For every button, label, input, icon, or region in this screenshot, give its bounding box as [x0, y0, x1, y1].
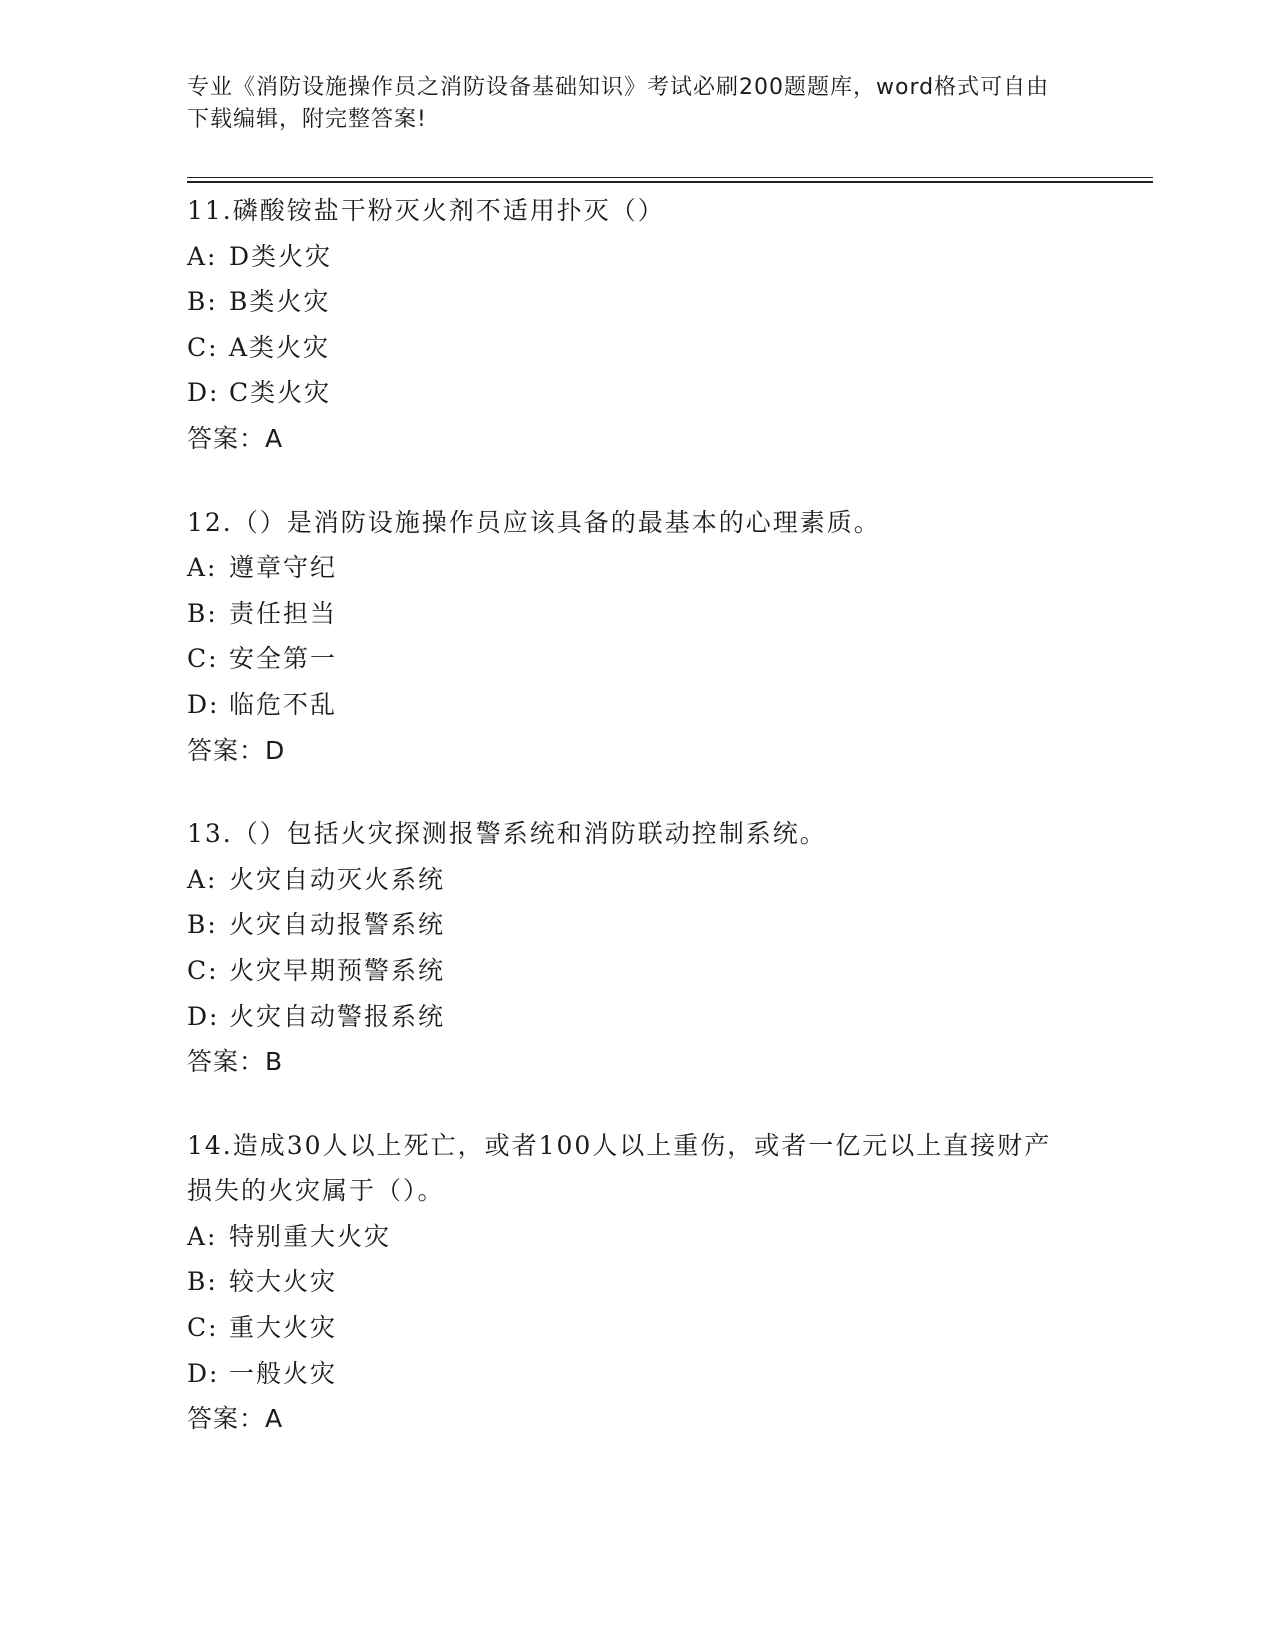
document-title: 专业《消防设施操作员之消防设备基础知识》考试必刷200题题库，word格式可自由下载编辑，附完整答案!: [187, 75, 1050, 132]
answer-line: [187, 1039, 1067, 1085]
header-divider-thin: [187, 177, 1153, 178]
answer-line: [187, 416, 1067, 462]
option-c: [187, 636, 1067, 682]
option-text: 火灾自动报警系统: [229, 910, 446, 940]
option-text: 火灾早期预警系统: [229, 955, 446, 985]
option-b: [187, 279, 1067, 325]
question-11: [187, 188, 1067, 462]
answer-prefix: 答案：: [187, 1404, 266, 1434]
question-14: [187, 1123, 1067, 1442]
option-a: [187, 545, 1067, 591]
question-text: 14.造成30人以上死亡，或者100人以上重伤，或者一亿元以上直接财产损失的火灾属于（）。: [187, 1130, 1052, 1206]
option-label: B:: [187, 598, 218, 628]
option-label: C:: [187, 1313, 219, 1343]
option-text: D类火灾: [229, 241, 333, 271]
answer-value: A: [265, 423, 284, 453]
option-label: A:: [187, 241, 218, 271]
option-label: A:: [187, 1221, 218, 1251]
option-text: 安全第一: [229, 644, 338, 674]
option-label: D:: [187, 689, 220, 719]
option-label: D:: [187, 1001, 220, 1031]
option-b: [187, 591, 1067, 637]
option-text: 临危不乱: [229, 689, 338, 719]
option-label: B:: [187, 287, 218, 317]
header-divider-thick: [187, 181, 1153, 183]
question-list: [187, 188, 1067, 1480]
option-label: B:: [187, 910, 218, 940]
option-text: 遵章守纪: [229, 553, 338, 583]
option-text: 重大火灾: [229, 1313, 338, 1343]
option-text: 较大火灾: [229, 1267, 338, 1297]
option-a: [187, 234, 1067, 280]
answer-value: B: [265, 1047, 284, 1077]
answer-value: A: [265, 1404, 284, 1434]
answer-value: D: [265, 735, 286, 765]
question-text: 11.磷酸铵盐干粉灭火剂不适用扑灭（）: [187, 196, 665, 225]
option-label: A:: [187, 553, 218, 583]
option-text: C类火灾: [229, 378, 332, 408]
answer-line: [187, 1396, 1067, 1442]
option-b: [187, 902, 1067, 948]
option-text: 一般火灾: [229, 1358, 338, 1388]
option-text: 责任担当: [229, 598, 338, 628]
option-d: [187, 370, 1067, 416]
option-label: D:: [187, 1358, 220, 1388]
option-text: 火灾自动警报系统: [229, 1001, 446, 1031]
option-text: 特别重大火灾: [229, 1221, 392, 1251]
answer-prefix: 答案：: [187, 423, 266, 453]
option-label: A:: [187, 864, 218, 894]
option-label: C:: [187, 955, 219, 985]
option-text: 火灾自动灭火系统: [229, 864, 446, 894]
question-text: 12.（）是消防设施操作员应该具备的最基本的心理素质。: [187, 507, 881, 537]
option-d: [187, 1351, 1067, 1397]
answer-prefix: 答案：: [187, 1047, 266, 1077]
option-c: [187, 325, 1067, 371]
option-b: [187, 1259, 1067, 1305]
option-d: [187, 682, 1067, 728]
question-12: [187, 500, 1067, 774]
question-13: [187, 811, 1067, 1085]
option-label: D:: [187, 378, 220, 408]
document-header: [187, 72, 1067, 136]
option-c: [187, 1305, 1067, 1351]
option-text: A类火灾: [229, 332, 331, 362]
answer-prefix: 答案：: [187, 735, 266, 765]
option-text: B类火灾: [229, 287, 331, 317]
option-label: B:: [187, 1267, 218, 1297]
option-a: [187, 857, 1067, 903]
option-label: C:: [187, 332, 219, 362]
question-text: 13.（）包括火灾探测报警系统和消防联动控制系统。: [187, 819, 827, 849]
answer-line: [187, 728, 1067, 774]
option-d: [187, 994, 1067, 1040]
option-c: [187, 948, 1067, 994]
option-label: C:: [187, 644, 219, 674]
option-a: [187, 1214, 1067, 1260]
